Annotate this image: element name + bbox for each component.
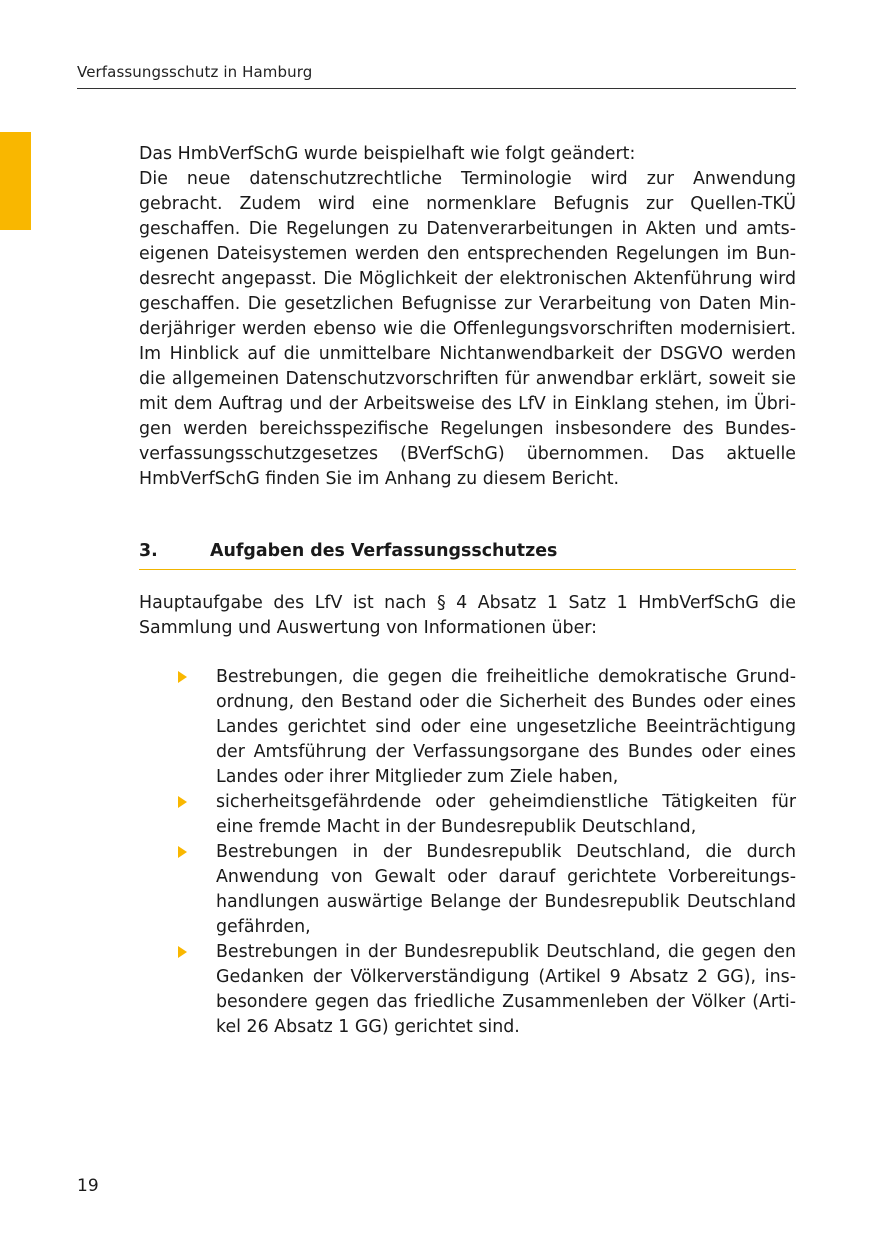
bullet-arrow-icon bbox=[178, 846, 187, 858]
bullet-arrow-icon bbox=[178, 946, 187, 958]
bullet-arrow-icon bbox=[178, 796, 187, 808]
list-item-text: Bestrebungen in der Bundesrepublik Deutschland, die gegen den Gedanken der Völkerverständigung (Artikel 9 Absatz 2 GG), insbesondere gegen das friedliche Zusammenleben der Völker (Artikel 26 Absatz 1 GG) gerichtet sind. bbox=[216, 942, 796, 1037]
list-item bbox=[177, 840, 796, 940]
list-item-text: sicherheitsgefährdende oder geheimdienstliche Tätigkeiten für eine fremde Macht in der Bundesrepublik Deutschland, bbox=[216, 792, 796, 837]
section-lead: Hauptaufgabe des LfV ist nach § 4 Absatz 1 Satz 1 HmbVerfSchG die Sammlung und Auswertung von Informationen über: bbox=[139, 593, 796, 638]
intro-body: Die neue datenschutzrechtliche Terminologie wird zur Anwendung gebracht. Zudem wird eine normenklare Befugnis zur Quellen-TKÜ geschaffen. Die Regelungen zu Datenverarbeitungen in Akten und amtseigenen Dateisystemen werden den entsprechenden Regelungen im Bundesrecht angepasst. Die Möglichkeit der elektronischen Aktenführung wird geschaffen. Die gesetzlichen Befugnisse zur Verarbeitung von Daten Minderjähriger werden ebenso wie die Offenlegungsvorschriften modernisiert. Im Hinblick auf die unmittelbare Nichtanwendbarkeit der DSGVO werden die allgemeinen Datenschutzvorschriften für anwendbar erklärt, soweit sie mit dem Auftrag und der Arbeitsweise des LfV in Einklang stehen, im Übrigen werden bereichsspezifische Regelungen insbesondere des Bundesverfassungsschutzgesetzes (BVerfSchG) übernommen. Das aktuelle HmbVerfSchG finden Sie im Anhang zu diesem Bericht. bbox=[139, 169, 796, 489]
list-item bbox=[177, 665, 796, 790]
list-item bbox=[177, 790, 796, 840]
page-number: 19 bbox=[77, 1176, 99, 1196]
section-lead-paragraph bbox=[139, 591, 796, 641]
intro-lead: Das HmbVerfSchG wurde beispielhaft wie folgt geändert: bbox=[139, 144, 636, 164]
bullet-arrow-icon bbox=[178, 671, 187, 683]
section-title: Aufgaben des Verfassungsschutzes bbox=[210, 541, 558, 561]
running-header: Verfassungsschutz in Hamburg bbox=[77, 63, 313, 81]
chapter-tab-marker bbox=[0, 132, 31, 230]
section-number: 3. bbox=[139, 541, 158, 561]
list-item-text: Bestrebungen in der Bundesrepublik Deutschland, die durch Anwendung von Gewalt oder darauf gerichtete Vorbereitungshandlungen auswärtige Belange der Bundesrepublik Deutschland gefährden, bbox=[216, 842, 796, 937]
header-rule bbox=[77, 88, 796, 89]
task-list bbox=[177, 665, 796, 1040]
section-heading bbox=[139, 541, 796, 570]
list-item bbox=[177, 940, 796, 1040]
intro-paragraph bbox=[139, 142, 796, 492]
list-item-text: Bestrebungen, die gegen die freiheitliche demokratische Grundordnung, den Bestand oder die Sicherheit des Bundes oder eines Landes gerichtet sind oder eine ungesetzliche Beeinträchtigung der Amtsführung der Verfassungsorgane des Bundes oder eines Landes oder ihrer Mitglieder zum Ziele haben, bbox=[216, 667, 796, 787]
